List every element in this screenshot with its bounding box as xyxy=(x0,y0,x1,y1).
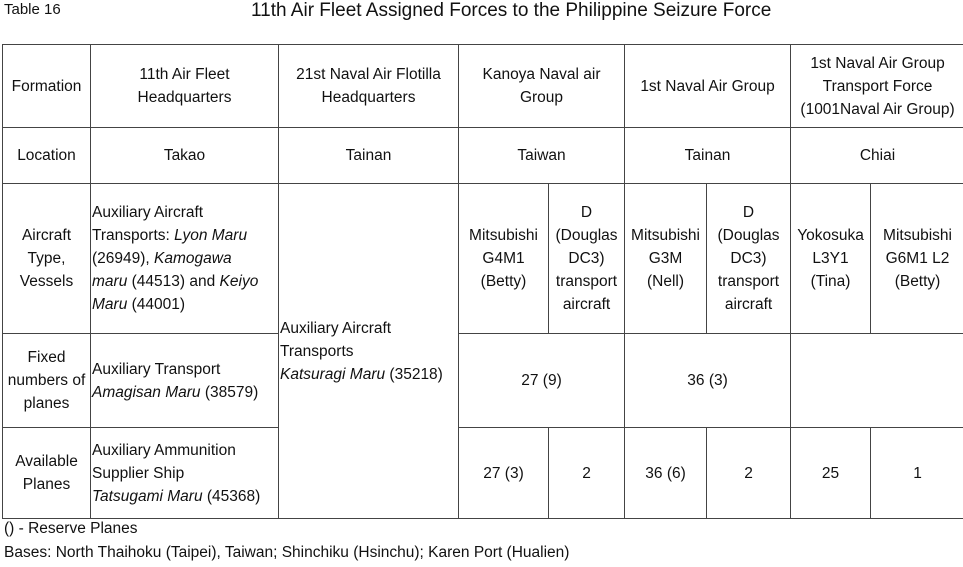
formation-kanoya-group: Kanoya Naval air Group xyxy=(459,45,625,128)
table-label: Table 16 xyxy=(4,1,61,18)
formation-transport-force: 1st Naval Air Group Transport Force (1001Naval Air Group) xyxy=(791,45,963,128)
available-g4m1-betty: 27 (3) xyxy=(459,428,549,519)
fixed-row xyxy=(3,334,963,428)
available-dc3-first: 2 xyxy=(707,428,791,519)
aircraft-douglas-dc3-first: D (Douglas DC3) transport aircraft xyxy=(707,184,791,334)
footnote-bases: Bases: North Thaihoku (Taipei), Taiwan; Shinchiku (Hsinchu); Karen Port (Hualien) xyxy=(4,544,570,561)
hq-ammunition-supplier: Auxiliary Ammunition Supplier Ship Tatsugami Maru (45368) xyxy=(91,428,279,519)
location-hq: Takao xyxy=(91,128,279,184)
table-title: 11th Air Fleet Assigned Forces to the Philippine Seizure Force xyxy=(251,0,772,21)
available-l3y1-tina: 25 xyxy=(791,428,871,519)
aircraft-l3y1-tina: Yokosuka L3Y1 (Tina) xyxy=(791,184,871,334)
row-label-location: Location xyxy=(3,128,91,184)
row-label-available: Available Planes xyxy=(3,428,91,519)
available-g3m-nell: 36 (6) xyxy=(625,428,707,519)
formation-21st-flotilla-hq: 21st Naval Air Flotilla Headquarters xyxy=(279,45,459,128)
hq-auxiliary-transport: Auxiliary Transport Amagisan Maru (38579) xyxy=(91,334,279,428)
aircraft-row xyxy=(3,184,963,334)
hq-aircraft-transports: Auxiliary Aircraft Transports: Lyon Maru (26949), Kamogawa maru (44513) and Keiyo Maru (44001) xyxy=(91,184,279,334)
aircraft-douglas-dc3-kanoya: D (Douglas DC3) transport aircraft xyxy=(549,184,625,334)
aircraft-g3m-nell: Mitsubishi G3M (Nell) xyxy=(625,184,707,334)
location-first: Tainan xyxy=(625,128,791,184)
formation-11th-air-fleet-hq: 11th Air Fleet Headquarters xyxy=(91,45,279,128)
forces-table xyxy=(2,44,963,519)
available-row xyxy=(3,428,963,519)
formation-1st-naval-air-group: 1st Naval Air Group xyxy=(625,45,791,128)
location-flotilla: Tainan xyxy=(279,128,459,184)
row-label-formation: Formation xyxy=(3,45,91,128)
row-label-fixed: Fixed numbers of planes xyxy=(3,334,91,428)
fixed-kanoya: 27 (9) xyxy=(459,334,625,428)
formation-row xyxy=(3,45,963,128)
row-label-aircraft: Aircraft Type, Vessels xyxy=(3,184,91,334)
footnote-reserve: () - Reserve Planes xyxy=(4,520,138,537)
fixed-first: 36 (3) xyxy=(625,334,791,428)
available-dc3-kanoya: 2 xyxy=(549,428,625,519)
aircraft-g4m1-betty: Mitsubishi G4M1 (Betty) xyxy=(459,184,549,334)
fixed-transport xyxy=(791,334,963,428)
location-transport: Chiai xyxy=(791,128,963,184)
location-row xyxy=(3,128,963,184)
flotilla-aircraft-transports: Auxiliary Aircraft Transports Katsuragi Maru (35218) xyxy=(279,184,459,519)
available-g6m1-betty: 1 xyxy=(871,428,963,519)
aircraft-g6m1-betty: Mitsubishi G6M1 L2 (Betty) xyxy=(871,184,963,334)
location-kanoya: Taiwan xyxy=(459,128,625,184)
